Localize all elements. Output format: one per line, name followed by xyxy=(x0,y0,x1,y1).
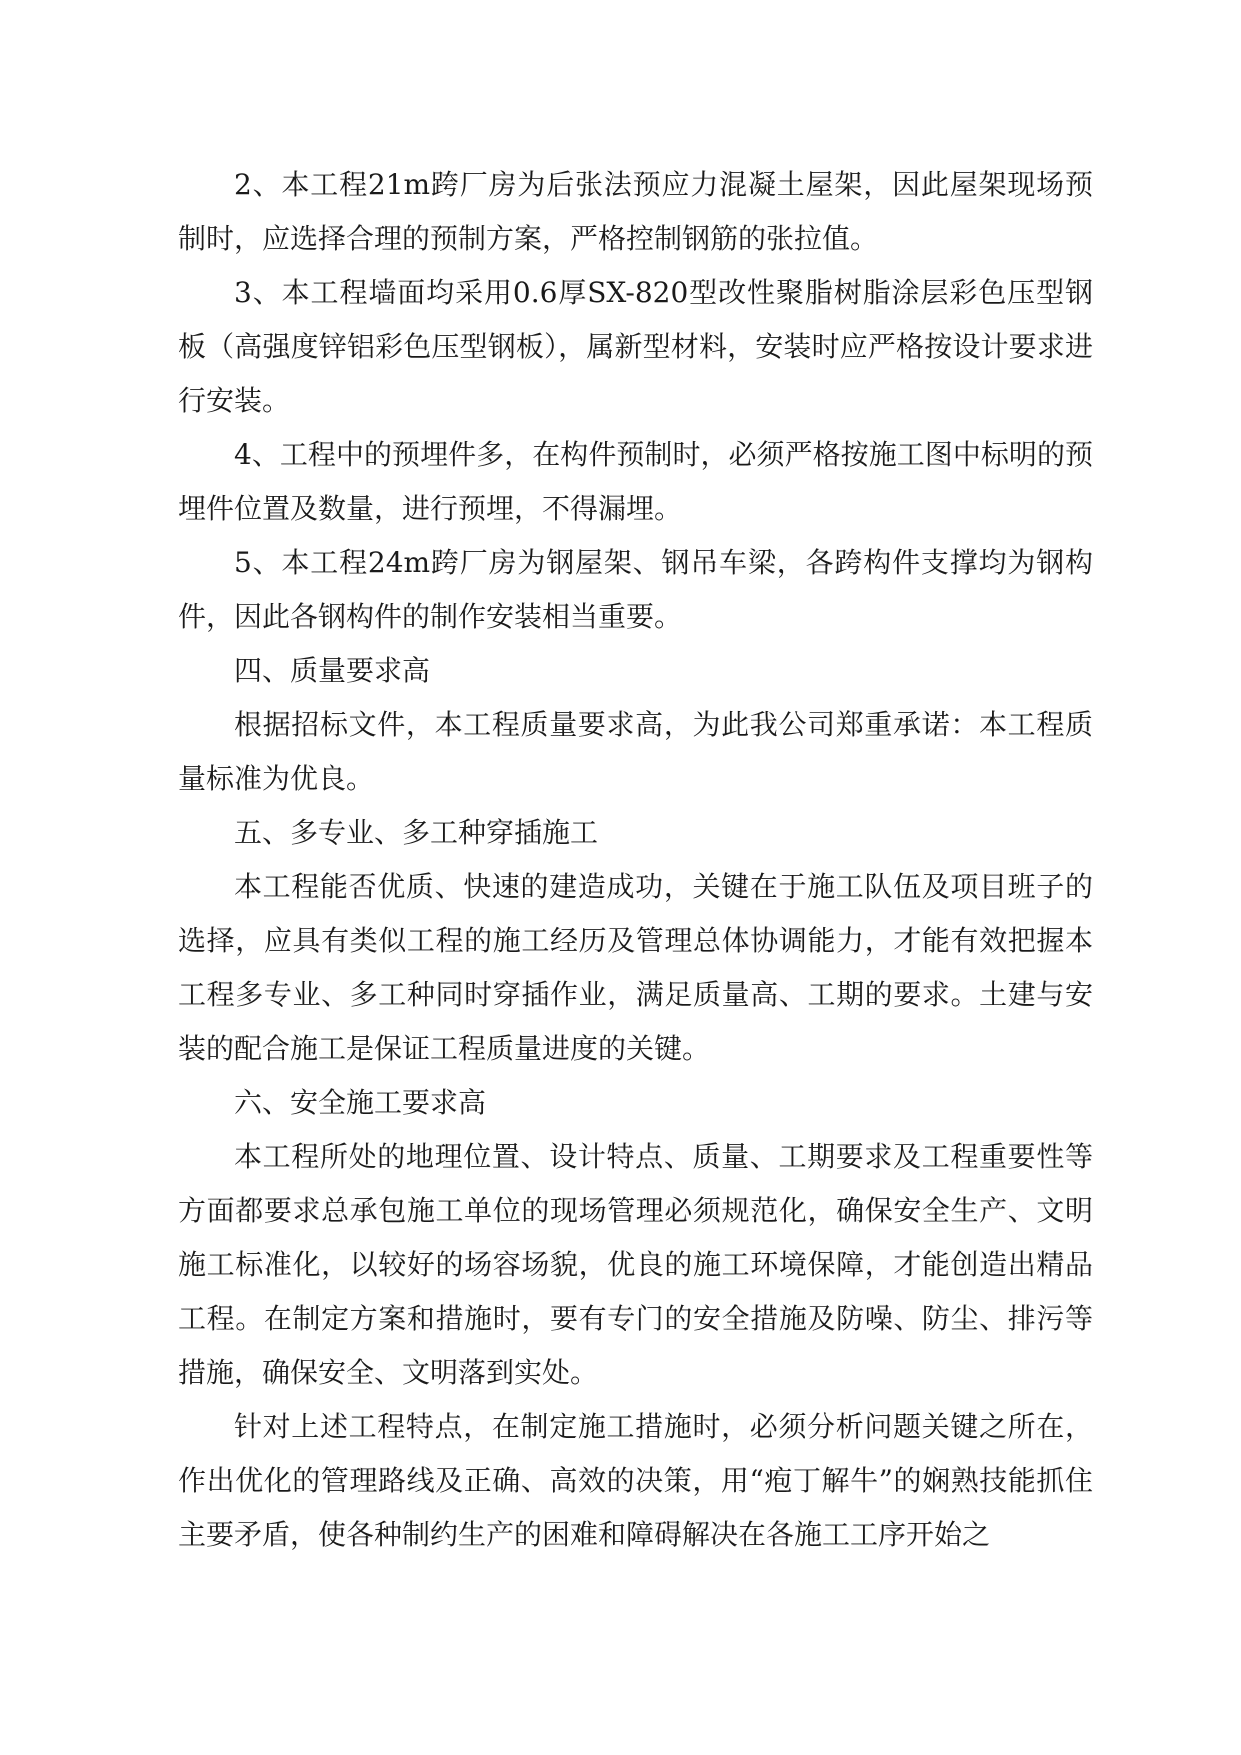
section-heading-safety: 六、安全施工要求高 xyxy=(234,1086,487,1119)
section-heading-quality: 四、质量要求高 xyxy=(234,654,431,687)
paragraph-item-4: 4、工程中的预埋件多，在构件预制时，必须严格按施工图中标明的预埋件位置及数量，进行预埋，不得漏埋。 xyxy=(178,438,1093,525)
paragraph-multi-discipline: 本工程能否优质、快速的建造成功，关键在于施工队伍及项目班子的选择，应具有类似工程的施工经历及管理总体协调能力，才能有效把握本工程多专业、多工种同时穿插作业，满足质量高、工期的要求。土建与安装的配合施工是保证工程质量进度的关键。 xyxy=(178,870,1093,1065)
paragraph-item-3: 3、本工程墙面均采用0.6厚SX-820型改性聚脂树脂涂层彩色压型钢板（高强度锌铝彩色压型钢板），属新型材料，安装时应严格按设计要求进行安装。 xyxy=(178,276,1093,417)
paragraph-item-2: 2、本工程21m跨厂房为后张法预应力混凝土屋架，因此屋架现场预制时，应选择合理的预制方案，严格控制钢筋的张拉值。 xyxy=(178,168,1093,255)
body-text xyxy=(178,158,1093,1562)
paragraph-item-5: 5、本工程24m跨厂房为钢屋架、钢吊车梁，各跨构件支撑均为钢构件，因此各钢构件的制作安装相当重要。 xyxy=(178,546,1093,633)
paragraph-summary: 针对上述工程特点，在制定施工措施时，必须分析问题关键之所在，作出优化的管理路线及正确、高效的决策，用“疱丁解牛”的娴熟技能抓住主要矛盾，使各种制约生产的困难和障碍解决在各施工工序开始之 xyxy=(178,1410,1093,1551)
section-heading-multi-discipline: 五、多专业、多工种穿插施工 xyxy=(234,816,599,849)
paragraph-quality: 根据招标文件，本工程质量要求高，为此我公司郑重承诺：本工程质量标准为优良。 xyxy=(178,708,1093,795)
paragraph-safety: 本工程所处的地理位置、设计特点、质量、工期要求及工程重要性等方面都要求总承包施工单位的现场管理必须规范化，确保安全生产、文明施工标准化，以较好的场容场貌，优良的施工环境保障，才能创造出精品工程。在制定方案和措施时，要有专门的安全措施及防噪、防尘、排污等措施，确保安全、文明落到实处。 xyxy=(178,1140,1093,1389)
